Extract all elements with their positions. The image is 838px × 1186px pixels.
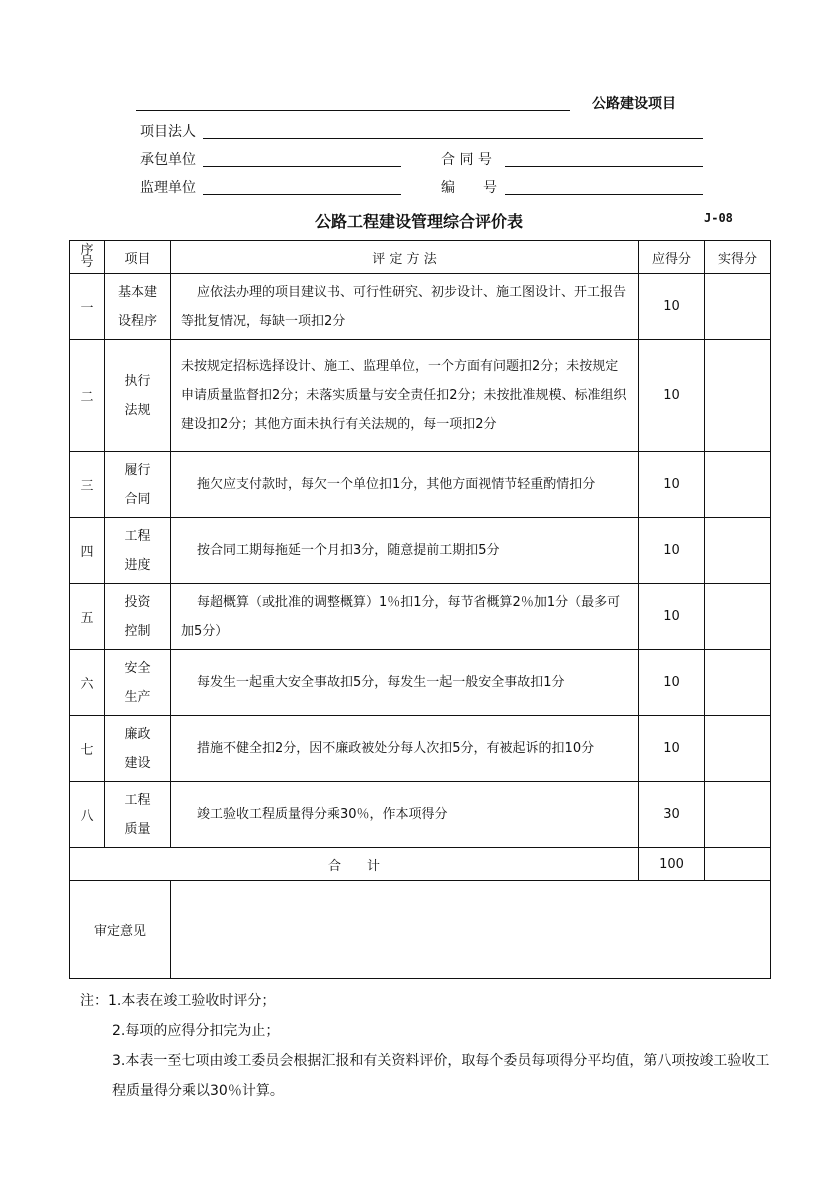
project-name-line <box>136 110 570 111</box>
row-actual-score-cell[interactable] <box>705 274 771 340</box>
row-actual-score-cell[interactable] <box>705 584 771 650</box>
table-row <box>70 650 771 716</box>
table-row <box>70 584 771 650</box>
table-row <box>70 274 771 340</box>
row-seq: 四 <box>70 518 105 584</box>
opinion-label: 审定意见 <box>70 881 171 979</box>
row-method: 按合同工期每拖延一个月扣3分，随意提前工期扣5分 <box>171 518 639 584</box>
table-header-row <box>70 241 771 274</box>
table-row <box>70 340 771 452</box>
row-max-score: 10 <box>639 518 705 584</box>
row-seq: 一 <box>70 274 105 340</box>
row-item: 工程 进度 <box>105 518 171 584</box>
total-score: 100 <box>639 848 705 881</box>
row-method: 未按规定招标选择设计、施工、监理单位，一个方面有问题扣2分；未按规定申请质量监督扣2分；未落实质量与安全责任扣2分；未按批准规模、标准组织建设扣2分；其他方面未执行有关法规的，每一项扣2分 <box>171 340 639 452</box>
row-max-score: 10 <box>639 716 705 782</box>
row-method: 应依法办理的项目建议书、可行性研究、初步设计、施工图设计、开工报告等批复情况，每缺一项扣2分 <box>171 274 639 340</box>
actual-score-header: 实得分 <box>705 241 771 274</box>
row-item: 廉政 建设 <box>105 716 171 782</box>
contract-no-label: 合 同 号 <box>441 152 492 168</box>
row-max-score: 30 <box>639 782 705 848</box>
row-seq: 三 <box>70 452 105 518</box>
contract-no-line <box>505 166 703 167</box>
row-item: 履行 合同 <box>105 452 171 518</box>
row-actual-score-cell[interactable] <box>705 716 771 782</box>
row-actual-score-cell[interactable] <box>705 650 771 716</box>
table-row <box>70 452 771 518</box>
row-item: 安全 生产 <box>105 650 171 716</box>
row-item: 基本建 设程序 <box>105 274 171 340</box>
seq-header: 序号 <box>70 241 105 274</box>
row-item: 工程 质量 <box>105 782 171 848</box>
project-suffix: 公路建设项目 <box>592 96 676 112</box>
row-max-score: 10 <box>639 650 705 716</box>
form-code: J-08 <box>704 211 733 225</box>
note-3: 3.本表一至七项由竣工委员会根据汇报和有关资料评价，取每个委员每项得分平均值，第八项按竣工验收工程质量得分乘以30％计算。 <box>112 1053 770 1099</box>
total-actual-score-cell[interactable] <box>705 848 771 881</box>
supervisor-line <box>203 194 401 195</box>
row-method: 拖欠应支付款时，每欠一个单位扣1分，其他方面视情节轻重酌情扣分 <box>171 452 639 518</box>
row-seq: 八 <box>70 782 105 848</box>
row-seq: 五 <box>70 584 105 650</box>
row-method: 每超概算（或批准的调整概算）1％扣1分，每节省概算2％加1分（最多可加5分） <box>171 584 639 650</box>
row-max-score: 10 <box>639 340 705 452</box>
row-max-score: 10 <box>639 274 705 340</box>
row-actual-score-cell[interactable] <box>705 452 771 518</box>
row-max-score: 10 <box>639 584 705 650</box>
row-seq: 七 <box>70 716 105 782</box>
note-2: 2.每项的应得分扣完为止； <box>112 1023 280 1039</box>
row-method: 措施不健全扣2分，因不廉政被处分每人次扣5分，有被起诉的扣10分 <box>171 716 639 782</box>
evaluation-table <box>69 240 771 979</box>
table-row <box>70 716 771 782</box>
notes <box>80 986 772 1106</box>
row-max-score: 10 <box>639 452 705 518</box>
row-item: 投资 控制 <box>105 584 171 650</box>
legal-person-label: 项目法人 <box>140 124 196 140</box>
supervisor-label: 监理单位 <box>140 180 196 196</box>
table-row <box>70 518 771 584</box>
row-actual-score-cell[interactable] <box>705 518 771 584</box>
row-seq: 二 <box>70 340 105 452</box>
item-header: 项目 <box>105 241 171 274</box>
row-item: 执行 法规 <box>105 340 171 452</box>
opinion-cell[interactable] <box>171 881 771 979</box>
max-score-header: 应得分 <box>639 241 705 274</box>
contractor-label: 承包单位 <box>140 152 196 168</box>
total-label: 合 计 <box>70 848 639 881</box>
row-actual-score-cell[interactable] <box>705 340 771 452</box>
legal-person-line <box>203 138 703 139</box>
row-method: 每发生一起重大安全事故扣5分，每发生一起一般安全事故扣1分 <box>171 650 639 716</box>
total-row <box>70 848 771 881</box>
table-row <box>70 782 771 848</box>
row-actual-score-cell[interactable] <box>705 782 771 848</box>
opinion-row <box>70 881 771 979</box>
serial-no-line <box>505 194 703 195</box>
note-1: 注：1.本表在竣工验收时评分； <box>80 993 276 1009</box>
method-header: 评 定 方 法 <box>171 241 639 274</box>
contractor-line <box>203 166 401 167</box>
serial-no-label: 编 号 <box>441 180 497 196</box>
row-seq: 六 <box>70 650 105 716</box>
row-method: 竣工验收工程质量得分乘30％，作本项得分 <box>171 782 639 848</box>
form-title: 公路工程建设管理综合评价表 <box>314 212 523 231</box>
